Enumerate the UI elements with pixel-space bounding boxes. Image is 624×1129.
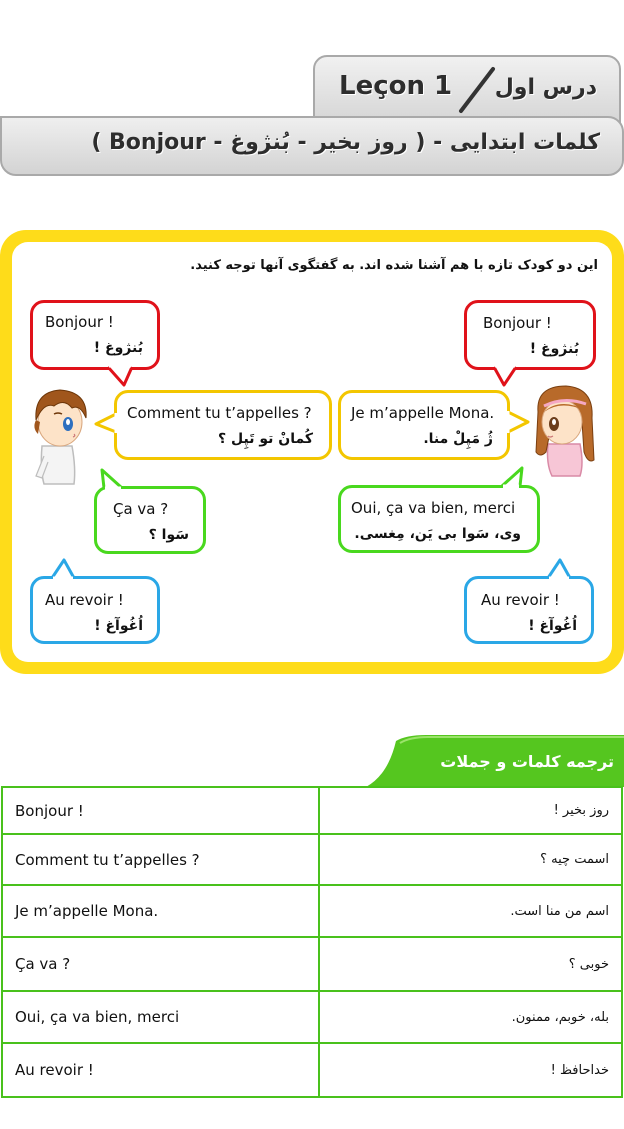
row-fa-cell: اسمت چیه ؟ <box>319 834 622 885</box>
girl-bubble-aurevoir-tail <box>546 558 576 580</box>
boy-bubble-comment-tail <box>94 412 118 436</box>
table-row <box>2 885 622 937</box>
row-fr-cell: Je m’appelle Mona. <box>2 885 319 937</box>
bubble-text-fa: سَوا ؟ <box>148 527 189 543</box>
boy-bubble-comment <box>114 390 332 460</box>
boy-bubble-cava-tail <box>100 468 130 490</box>
boy-bubble-bonjour-tail <box>108 365 138 387</box>
bubble-text-fr: Au revoir ! <box>45 591 124 609</box>
row-fr-cell: Oui, ça va bien, merci <box>2 991 319 1043</box>
row-fr-cell: Bonjour ! <box>2 787 319 834</box>
row-fa-cell: روز بخیر ! <box>319 787 622 834</box>
girl-bubble-oui-tail <box>500 466 530 488</box>
girl-character-image <box>530 382 598 480</box>
lesson-subtitle: کلمات ابتدایی - ( روز بخیر - بُنژوغ - Bonjour ) <box>91 130 600 155</box>
bubble-text-fa: کُمانْ تو تَپِل ؟ <box>218 431 313 447</box>
bubble-text-fa: وی، سَوا بی یَن، مِغسی. <box>354 526 521 542</box>
bubble-text-fa: اُغُوآغ ! <box>528 618 577 634</box>
lesson-title-tab <box>313 55 621 123</box>
bubble-text-fr: Oui, ça va bien, merci <box>351 499 516 517</box>
boy-bubble-aurevoir <box>30 576 160 644</box>
bubble-text-fr: Bonjour ! <box>45 313 114 331</box>
row-fr-cell: Ça va ? <box>2 937 319 991</box>
bubble-text-fa: بُنژوغ ! <box>93 340 143 356</box>
lesson-subtitle-tab <box>0 116 624 176</box>
table-row <box>2 937 622 991</box>
row-fa-cell: خداحافظ ! <box>319 1043 622 1097</box>
dialogue-instruction: این دو کودک تازه با هم آشنا شده اند. به گفتگوی آنها توجه کنید. <box>190 258 598 273</box>
row-fa-cell: خوبی ؟ <box>319 937 622 991</box>
boy-character-image <box>28 384 92 488</box>
table-row <box>2 991 622 1043</box>
girl-bubble-mappelle-tail <box>506 410 532 436</box>
lesson-title-fr: Leçon 1 <box>339 71 453 101</box>
bubble-text-fa: اُغُوآغ ! <box>94 618 143 634</box>
girl-bubble-bonjour-tail <box>494 365 524 387</box>
table-row <box>2 834 622 885</box>
bubble-text-fr: Bonjour ! <box>483 314 552 332</box>
bubble-text-fr: Comment tu t’appelles ? <box>127 404 312 422</box>
table-row <box>2 1043 622 1097</box>
translation-table <box>1 786 623 1098</box>
lesson-title-fa: درس اول <box>494 75 597 100</box>
row-fr-cell: Au revoir ! <box>2 1043 319 1097</box>
row-fr-cell: Comment tu t’appelles ? <box>2 834 319 885</box>
bubble-text-fa: بُنژوغ ! <box>529 341 579 357</box>
row-fa-cell: اسم من منا است. <box>319 885 622 937</box>
bubble-text-fa: ژُ مَپِلْ منا. <box>423 431 493 447</box>
table-row <box>2 787 622 834</box>
boy-bubble-cava <box>94 486 206 554</box>
translation-heading: ترجمه کلمات و جملات <box>440 752 614 771</box>
bubble-text-fr: Ça va ? <box>113 500 169 518</box>
girl-bubble-oui <box>338 485 540 553</box>
girl-bubble-mappelle <box>338 390 510 460</box>
row-fa-cell: بله، خوبم، ممنون. <box>319 991 622 1043</box>
boy-bubble-bonjour <box>30 300 160 370</box>
bubble-text-fr: Au revoir ! <box>481 591 560 609</box>
girl-bubble-aurevoir <box>464 576 594 644</box>
boy-bubble-aurevoir-tail <box>50 558 80 580</box>
title-divider <box>455 65 499 115</box>
girl-bubble-bonjour <box>464 300 596 370</box>
bubble-text-fr: Je m’appelle Mona. <box>351 404 495 422</box>
